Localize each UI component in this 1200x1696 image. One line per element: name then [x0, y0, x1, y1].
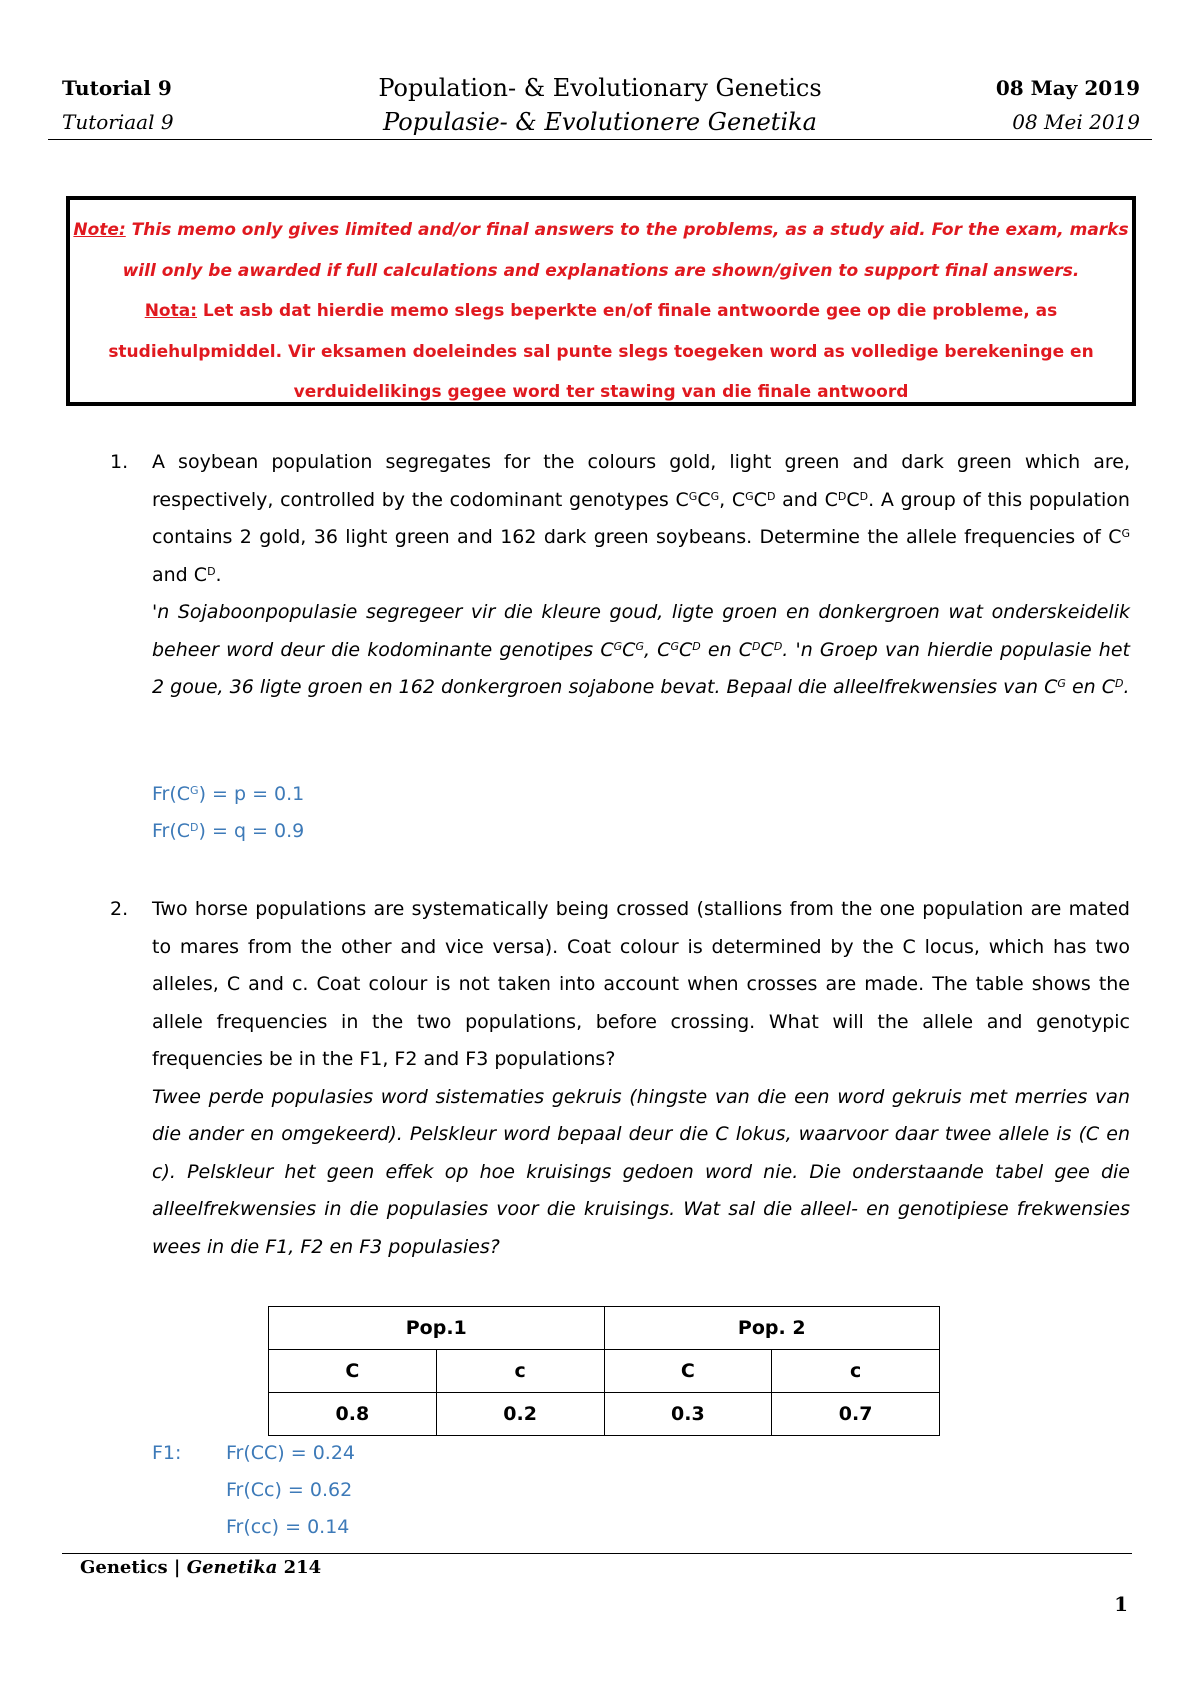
table-header-pop1: Pop.1 [269, 1307, 605, 1350]
header-tutorial-en: Tutorial 9 [62, 76, 172, 100]
note-af-label: Nota: [144, 301, 198, 321]
footer-course: Genetics | Genetika 214 [80, 1557, 322, 1578]
question-1-text-af: 'n Sojaboonpopulasie segregeer vir die kleure goud, ligte groen en donkergroen wat onderskeidelik beheer word deur die kodominante genotipes $C^GC^G$, $C^GC^D$ en $C^DC^D$. 'n Groep van hierdie populasie het 2 goue, 36 ligte groen en 162 donkergroen sojabone bevat. Bepaal die alleelfrekwensies van $C^G$ en $C^D$. [152, 601, 1130, 698]
question-2-text-en: Two horse populations are systematically being crossed (stallions from the one population are mated to mares from the other and vice versa). Coat colour is determined by the C locus, which has two alleles, C and c. Coat colour is not taken into account when crosses are made. The table shows the allele frequencies in the two populations, before crossing. What will the allele and genotypic frequencies be in the F1, F2 and F3 populations? [152, 898, 1130, 1070]
f1-genotype-cc: Fr(cc) = 0.14 [226, 1516, 350, 1538]
note-af-line-3: verduidelikings gegee word ter stawing van die finale antwoord [293, 382, 909, 402]
memo-note-box [66, 196, 1136, 406]
note-en-line-2: will only be awarded if full calculations and explanations are shown/given to support final answers. [122, 260, 1080, 281]
f1-genotype-Cc: Fr(Cc) = 0.62 [226, 1479, 353, 1501]
question-2-number: 2. [110, 898, 129, 920]
answer-1-q: $Fr(C^D) = q = 0.9$ [152, 820, 305, 842]
note-af-text-1: Let asb dat hierdie memo slegs beperkte en/of finale antwoorde gee op die probleme, as [197, 301, 1058, 321]
question-1-text-en: A soybean population segregates for the colours gold, light green and dark green which are, respectively, controlled by the codominant genotypes $C^GC^G$, $C^GC^D$ and $C^DC^D$. A group of this population contains 2 gold, 36 light green and 162 dark green soybeans. Determine the allele frequencies of $C^G$ and $C^D$. [152, 451, 1130, 586]
f1-label: F1: [152, 1442, 182, 1464]
note-af-line-2: studiehulpmiddel. Vir eksamen doeleindes sal punte slegs toegeken word as volledige berekeninge en [108, 341, 1094, 362]
note-af-line-1 [70, 291, 1132, 332]
table-value-cell: 0.7 [772, 1393, 940, 1436]
note-en-label: Note: [73, 220, 126, 240]
header-date-af: 08 Mei 2019 [1012, 110, 1140, 134]
note-en-text-1: This memo only gives limited and/or final answers to the problems, as a study aid. For the exam, marks [125, 220, 1129, 240]
table-value-cell: 0.3 [604, 1393, 772, 1436]
table-allele-cell: c [436, 1350, 604, 1393]
question-2-text-af: Twee perde populasies word sistematies gekruis (hingste van die een word gekruis met merries van die ander en omgekeerd). Pelskleur word bepaal deur die C lokus, waarvoor daar twee allele is (C en c). Pelskleur het geen effek op hoe kruisings gedoen word nie. Die onderstaande tabel gee die alleelfrekwensies in die populasies voor die kruisings. Wat sal die alleel- en genotipiese frekwensies wees in die F1, F2 en F3 populasies? [152, 1085, 1130, 1258]
table-header-pop2: Pop. 2 [604, 1307, 940, 1350]
header-title-en: Population- & Evolutionary Genetics [378, 74, 822, 102]
note-en-line-1 [70, 210, 1132, 251]
table-row [269, 1350, 940, 1393]
header-title-af: Populasie- & Evolutionere Genetika [383, 108, 817, 136]
header-divider [48, 139, 1152, 140]
question-1-number: 1. [110, 451, 129, 473]
table-value-cell: 0.2 [436, 1393, 604, 1436]
question-1 [110, 444, 1130, 707]
table-row [269, 1307, 940, 1350]
header-date-en: 08 May 2019 [995, 76, 1140, 100]
footer-divider [62, 1553, 1132, 1554]
header-tutorial-af: Tutoriaal 9 [62, 110, 174, 134]
question-2 [110, 891, 1130, 1266]
f1-genotype-CC: Fr(CC) = 0.24 [226, 1442, 356, 1464]
allele-frequency-table [268, 1306, 940, 1436]
page-number: 1 [1114, 1592, 1128, 1616]
table-allele-cell: c [772, 1350, 940, 1393]
table-value-cell: 0.8 [269, 1393, 437, 1436]
answer-1-p: $Fr(C^G) = p = 0.1$ [152, 783, 305, 805]
table-allele-cell: C [269, 1350, 437, 1393]
table-allele-cell: C [604, 1350, 772, 1393]
table-row [269, 1393, 940, 1436]
